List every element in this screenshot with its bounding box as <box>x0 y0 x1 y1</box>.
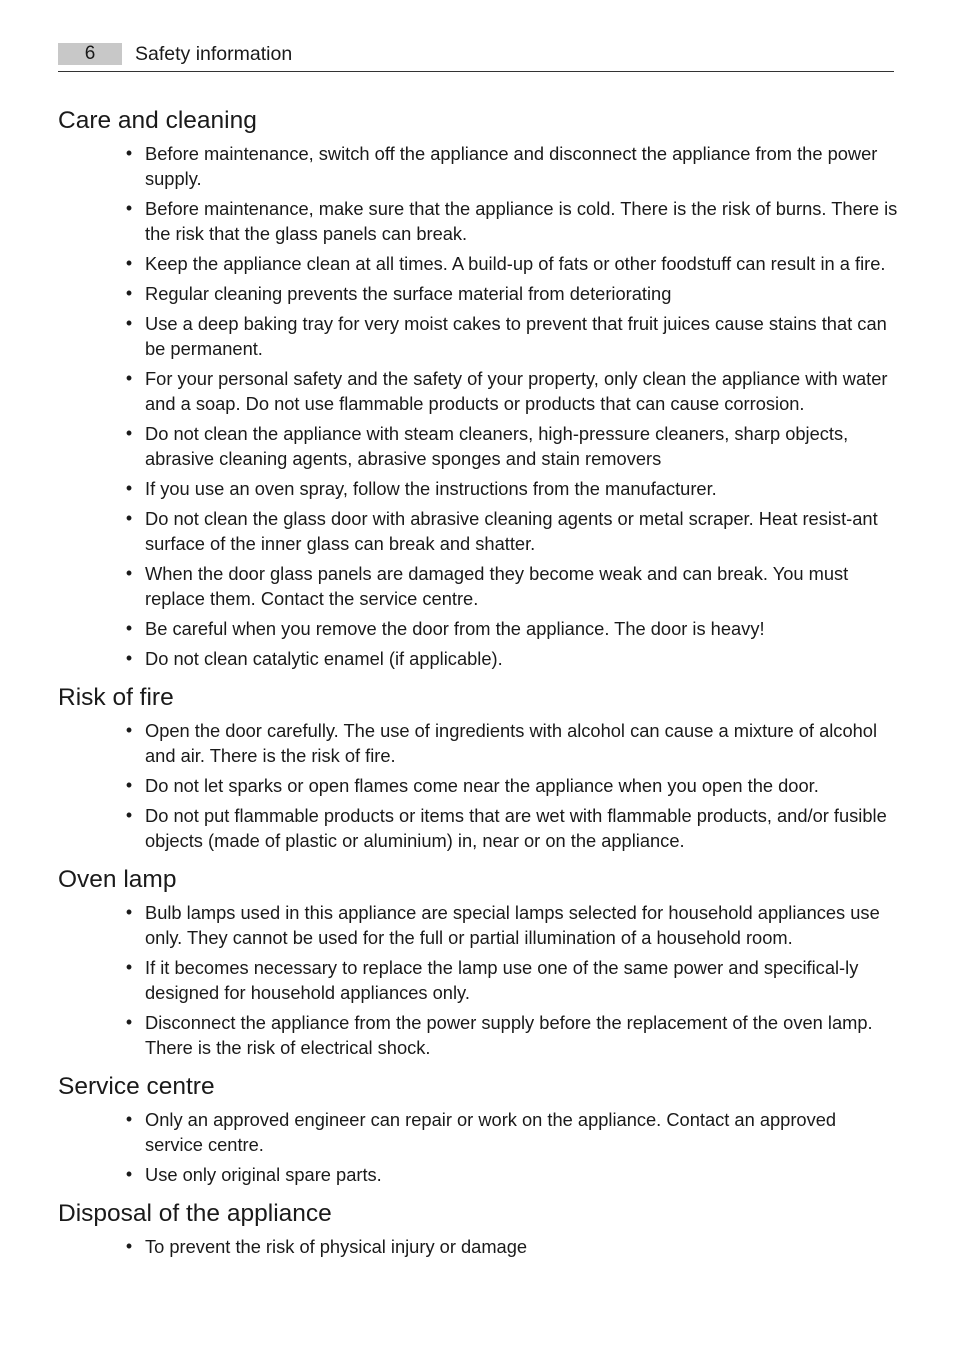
bullet-icon: • <box>125 423 133 443</box>
list-item-text: If it becomes necessary to replace the lamp use one of the same power and specifical-ly designed for household appliances only. <box>145 957 859 1003</box>
section-heading: Care and cleaning <box>58 107 257 134</box>
list-item <box>58 900 898 950</box>
running-header-title: Safety information <box>135 43 293 65</box>
bullet-icon: • <box>125 198 133 218</box>
list-item-text: For your personal safety and the safety of your property, only clean the appliance with water and a soap. Do not use flammable products or products that can cause corrosion. <box>145 368 888 414</box>
section-service-centre <box>58 1070 898 1187</box>
bullet-icon: • <box>125 313 133 333</box>
list-item-text: If you use an oven spray, follow the instructions from the manufacturer. <box>145 478 717 499</box>
bullet-icon: • <box>125 957 133 977</box>
list-item-text: Do not clean catalytic enamel (if applicable). <box>145 648 503 669</box>
list-item-text: Before maintenance, make sure that the appliance is cold. There is the risk of burns. There is the risk that the glass panels can break. <box>145 198 898 244</box>
list-item <box>58 718 898 768</box>
list-item <box>58 476 898 501</box>
bullet-icon: • <box>125 1109 133 1129</box>
list-item <box>58 366 898 416</box>
list-item <box>58 803 898 853</box>
bullet-list <box>58 900 898 1060</box>
list-item <box>58 141 898 191</box>
list-item <box>58 1010 898 1060</box>
bullet-list <box>58 1107 898 1187</box>
bullet-icon: • <box>125 368 133 388</box>
list-item-text: When the door glass panels are damaged they become weak and can break. You must replace them. Contact the service centre. <box>145 563 849 609</box>
list-item-text: Before maintenance, switch off the appliance and disconnect the appliance from the power supply. <box>145 143 878 189</box>
list-item <box>58 421 898 471</box>
section-heading: Service centre <box>58 1073 215 1100</box>
list-item <box>58 646 898 671</box>
list-item-text: Regular cleaning prevents the surface material from deteriorating <box>145 283 672 304</box>
bullet-icon: • <box>125 283 133 303</box>
bullet-icon: • <box>125 805 133 825</box>
page-content <box>58 104 898 1269</box>
list-item <box>58 1234 898 1259</box>
bullet-list <box>58 1234 898 1259</box>
section-heading: Oven lamp <box>58 866 177 893</box>
list-item-text: Do not clean the appliance with steam cleaners, high-pressure cleaners, sharp objects, abrasive cleaning agents, abrasive sponges and stain removers <box>145 423 849 469</box>
bullet-icon: • <box>125 508 133 528</box>
bullet-icon: • <box>125 143 133 163</box>
section-heading: Disposal of the appliance <box>58 1200 332 1227</box>
bullet-icon: • <box>125 253 133 273</box>
bullet-icon: • <box>125 775 133 795</box>
section-risk-of-fire <box>58 681 898 853</box>
list-item <box>58 251 898 276</box>
list-item-text: Keep the appliance clean at all times. A build-up of fats or other foodstuff can result in a fire. <box>145 253 886 274</box>
bullet-icon: • <box>125 563 133 583</box>
list-item-text: Disconnect the appliance from the power supply before the replacement of the oven lamp. There is the risk of electrical shock. <box>145 1012 873 1058</box>
bullet-list <box>58 718 898 853</box>
list-item <box>58 506 898 556</box>
section-disposal-of-the-appliance <box>58 1197 898 1259</box>
bullet-icon: • <box>125 478 133 498</box>
list-item <box>58 561 898 611</box>
list-item <box>58 1107 898 1157</box>
list-item-text: Open the door carefully. The use of ingredients with alcohol can cause a mixture of alcohol and air. There is the risk of fire. <box>145 720 878 766</box>
section-heading: Risk of fire <box>58 684 174 711</box>
page-number: 6 <box>58 43 122 65</box>
list-item <box>58 311 898 361</box>
bullet-icon: • <box>125 1236 133 1256</box>
list-item-text: Use a deep baking tray for very moist cakes to prevent that fruit juices cause stains that can be permanent. <box>145 313 887 359</box>
list-item-text: Only an approved engineer can repair or work on the appliance. Contact an approved service centre. <box>145 1109 837 1155</box>
bullet-icon: • <box>125 648 133 668</box>
list-item <box>58 616 898 641</box>
bullet-icon: • <box>125 618 133 638</box>
list-item-text: Do not let sparks or open flames come near the appliance when you open the door. <box>145 775 819 796</box>
list-item <box>58 281 898 306</box>
list-item <box>58 955 898 1005</box>
list-item-text: Be careful when you remove the door from the appliance. The door is heavy! <box>145 618 765 639</box>
list-item-text: Use only original spare parts. <box>145 1164 382 1185</box>
list-item <box>58 196 898 246</box>
list-item-text: Do not clean the glass door with abrasive cleaning agents or metal scraper. Heat resist-ant surface of the inner glass can break and shatter. <box>145 508 878 554</box>
bullet-icon: • <box>125 720 133 740</box>
page-header <box>58 40 894 72</box>
bullet-icon: • <box>125 902 133 922</box>
bullet-icon: • <box>125 1012 133 1032</box>
list-item-text: Bulb lamps used in this appliance are special lamps selected for household appliances use only. They cannot be used for the full or partial illumination of a household room. <box>145 902 880 948</box>
list-item <box>58 773 898 798</box>
list-item-text: To prevent the risk of physical injury or damage <box>145 1236 528 1257</box>
list-item <box>58 1162 898 1187</box>
bullet-list <box>58 141 898 671</box>
section-care-and-cleaning <box>58 104 898 671</box>
section-oven-lamp <box>58 863 898 1060</box>
bullet-icon: • <box>125 1164 133 1184</box>
list-item-text: Do not put flammable products or items that are wet with flammable products, and/or fusible objects (made of plastic or aluminium) in, near or on the appliance. <box>145 805 887 851</box>
